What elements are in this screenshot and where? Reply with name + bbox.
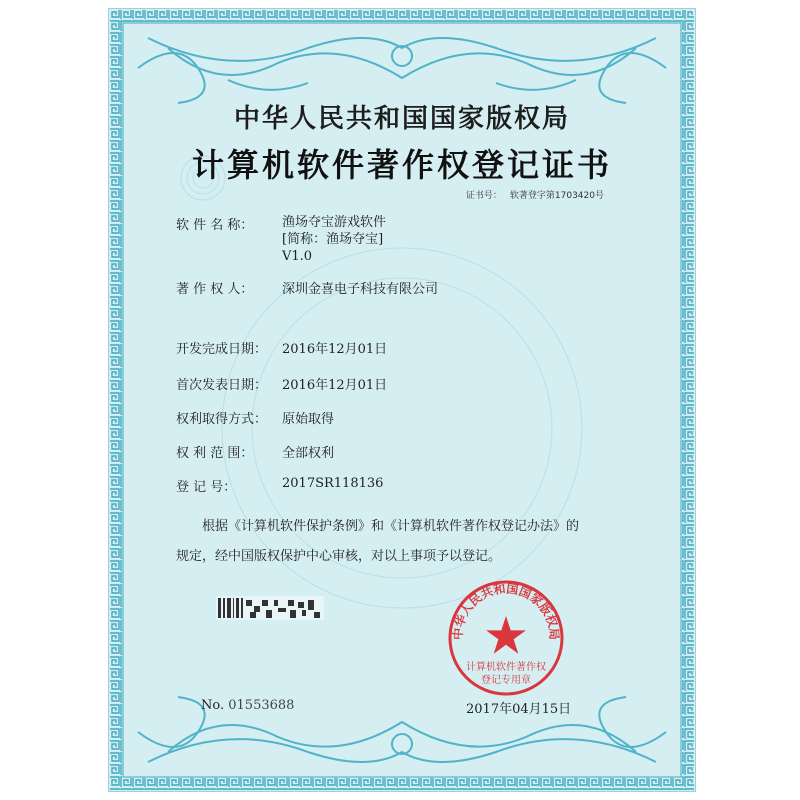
- dev-date-value: 2016年12月01日: [282, 342, 388, 357]
- software-version-line: V1.0: [282, 249, 313, 264]
- method-row: [176, 408, 334, 427]
- pub-date-value: 2016年12月01日: [282, 378, 388, 393]
- reg-no-row: [176, 476, 383, 495]
- method-label: 权利取得方式：: [176, 412, 268, 427]
- serial-number-label: No.: [201, 698, 225, 713]
- statement-line-2: 规定，经中国版权保护中心审核，对以上事项予以登记。: [176, 549, 502, 564]
- owner-row: [176, 278, 438, 297]
- pub-date-label: 首次发表日期：: [176, 378, 268, 393]
- serial-number-value: 01553688: [228, 698, 295, 713]
- reg-no-value: 2017SR118136: [282, 476, 384, 491]
- statement-line-1: 根据《计算机软件保护条例》和《计算机软件著作权登记办法》的: [202, 519, 580, 534]
- certificate: [108, 8, 696, 792]
- dev-date-row: [176, 338, 387, 357]
- official-seal: [446, 578, 566, 698]
- seal-center-line-1: 计算机软件著作权: [466, 662, 546, 673]
- scope-row: [176, 442, 334, 461]
- owner-label: 著 作 权 人：: [176, 282, 254, 297]
- issue-date: 2017年04月15日: [466, 702, 572, 717]
- seal-ring-text: 中华人民共和国国家版权局: [450, 581, 562, 641]
- star-icon: [486, 616, 526, 654]
- method-value: 原始取得: [282, 412, 335, 427]
- software-short-name-line: [简称：渔场夺宝]: [282, 232, 384, 247]
- software-name-line: 渔场夺宝游戏软件: [282, 215, 387, 230]
- cert-number-label: 证书号：: [465, 191, 502, 201]
- certificate-number: [466, 188, 604, 201]
- dev-date-label: 开发完成日期：: [176, 342, 268, 357]
- certificate-title: 计算机软件著作权登记证书: [191, 146, 612, 184]
- cert-number-value: 软著登字第1703420号: [509, 191, 604, 201]
- owner-value: 深圳金喜电子科技有限公司: [282, 282, 439, 297]
- scope-label: 权 利 范 围：: [176, 446, 254, 461]
- software-name-label: 软 件 名 称：: [176, 218, 254, 233]
- serial-number: [201, 698, 294, 713]
- pub-date-row: [176, 374, 387, 393]
- reg-no-label: 登 记 号：: [176, 480, 237, 495]
- issuer-title: 中华人民共和国国家版权局: [233, 104, 570, 134]
- software-name-value: [282, 214, 386, 265]
- software-name-row: [176, 214, 386, 265]
- scope-value: 全部权利: [282, 446, 335, 461]
- barcode: [216, 596, 324, 620]
- seal-center-line-2: 登记专用章: [481, 675, 531, 686]
- statement: [176, 512, 636, 572]
